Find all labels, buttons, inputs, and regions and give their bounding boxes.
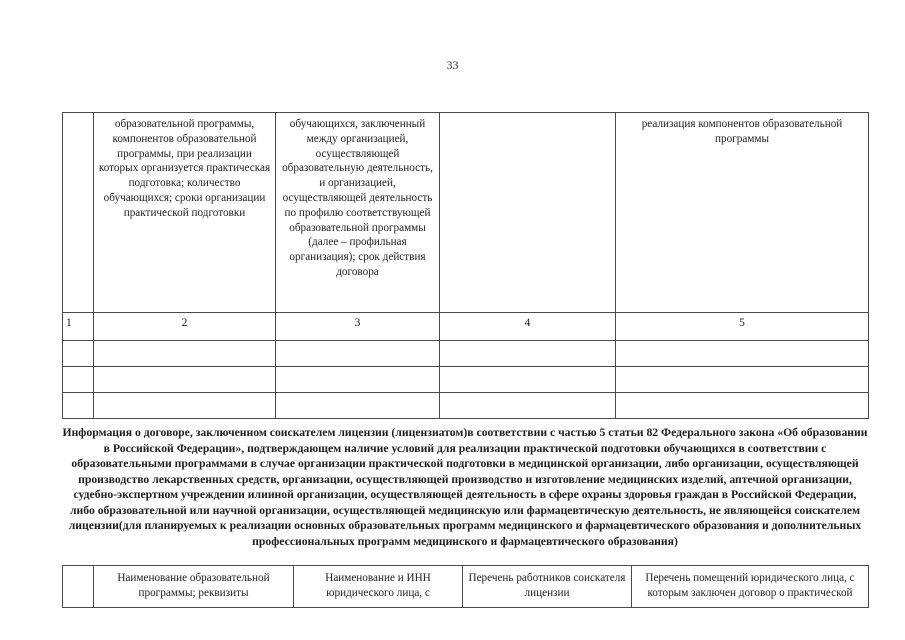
column-number-3: 3 [276,313,440,341]
table-cell-col3: обучающихся, заключенный между организацией, осуществляющей образовательную деятельность, и организацией, осуществляющей деятельность по профилю соответствующей образовательной программы (далее – профильная организация); срок действия договора [276,113,440,313]
column-number-5: 5 [616,313,869,341]
header-cell-col3: Наименование и ИНН юридического лица, с [294,566,463,608]
table-cell-col2: образовательной программы, компонентов образовательной программы, при реализации которых организуется практическая подготовка; количество обучающихся; сроки организации практической подготовки [94,113,276,313]
medical-practice-contract-table [62,565,869,608]
page-number: 33 [446,58,459,72]
header-cell-col5: Перечень помещений юридического лица, с которым заключен договор о практической [632,566,869,608]
column-number-1: 1 [63,313,94,341]
table-row-continuation [63,113,869,313]
table-row-empty [63,367,869,393]
header-cell-col4: Перечень работников соискателя лицензии [463,566,632,608]
table-cell-col5: реализация компонентов образовательной программы [616,113,869,313]
table-cell-col4 [440,113,616,313]
table-row-empty [63,393,869,419]
practical-training-table [62,112,869,419]
table-row-column-numbers [63,313,869,341]
info-heading: Информация о договоре, заключенном соискателем лицензии (лицензиатом)в соответствии с частью 5 статьи 82 Федерального закона «Об образовании в Российской Федерации», подтверждающем наличие условий для реализации практической подготовки обучающихся в соответствии с образовательными программами в случае организации практической подготовки в медицинской организации, либо организации, осуществляющей производство лекарственных средств, организации, осуществляющей производство и изготовление медицинских изделий, аптечной организации, судебно-экспертном учреждении илииной организации, осуществляющей деятельность в сфере охраны здоровья граждан в Российской Федерации, либо образовательной или научной организации, осуществляющей медицинскую или фармацевтическую деятельность, не являющейся соискателем лицензии(для планируемых к реализации основных образовательных программ медицинского и фармацевтического образования и дополнительных профессиональных программ медицинского и фармацевтического образования) [62,426,868,548]
header-cell-col1 [63,566,94,608]
table-header-row [63,566,869,608]
column-number-4: 4 [440,313,616,341]
table-cell-col1 [63,113,94,313]
header-cell-col2: Наименование образовательной программы; реквизиты [94,566,294,608]
column-number-2: 2 [94,313,276,341]
table-row-empty [63,341,869,367]
